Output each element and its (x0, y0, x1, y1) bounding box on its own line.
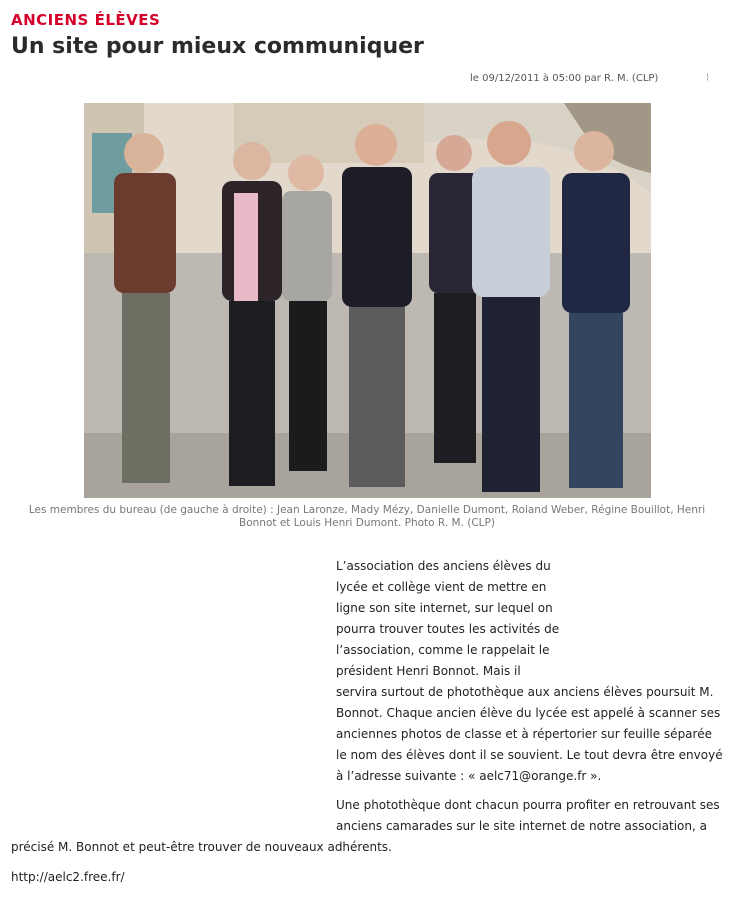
body-line: lycée et collège vient de mettre en (336, 580, 547, 594)
body-line: anciennes photos de classe et à répertorier sur feuille séparée (336, 727, 712, 741)
group-photo (84, 103, 651, 498)
body-line: président Henri Bonnot. Mais il (336, 664, 521, 678)
article-body (336, 556, 723, 787)
photo-caption-line-1: Les membres du bureau (de gauche à droite) : Jean Laronze, Mady Mézy, Danielle Dumont, Roland Weber, Régine Bouillot, Henri (28, 504, 706, 516)
byline-marker: ¦ (706, 72, 709, 81)
site-link[interactable]: http://aelc2.free.fr/ (11, 870, 125, 884)
body-line: précisé M. Bonnot et peut-être trouver de nouveaux adhérents. (11, 840, 392, 854)
article-title: Un site pour mieux communiquer (11, 34, 424, 59)
article-byline: le 09/12/2011 à 05:00 par R. M. (CLP) (470, 73, 659, 84)
body-line: anciens camarades sur le site internet de notre association, a (336, 819, 707, 833)
body-line: servira surtout de photothèque aux anciens élèves poursuit M. (336, 685, 714, 699)
body-line: pourra trouver toutes les activités de (336, 622, 560, 636)
body-line: Une photothèque dont chacun pourra profiter en retrouvant ses (336, 798, 720, 812)
body-line: à l’adresse suivante : « aelc71@orange.fr ». (336, 769, 602, 783)
body-line: ligne son site internet, sur lequel on (336, 601, 553, 615)
body-line: l’association, comme le rappelait le (336, 643, 550, 657)
body-line: L’association des anciens élèves du (336, 559, 551, 573)
body-line: le nom des élèves dont il se souvient. Le tout devra être envoyé (336, 748, 723, 762)
photo-caption (10, 504, 724, 530)
section-kicker: ANCIENS ÉLÈVES (11, 11, 161, 29)
body-line: Bonnot. Chaque ancien élève du lycée est appelé à scanner ses (336, 706, 721, 720)
photo-caption-line-2: Bonnot et Louis Henri Dumont. Photo R. M. (CLP) (239, 517, 495, 529)
